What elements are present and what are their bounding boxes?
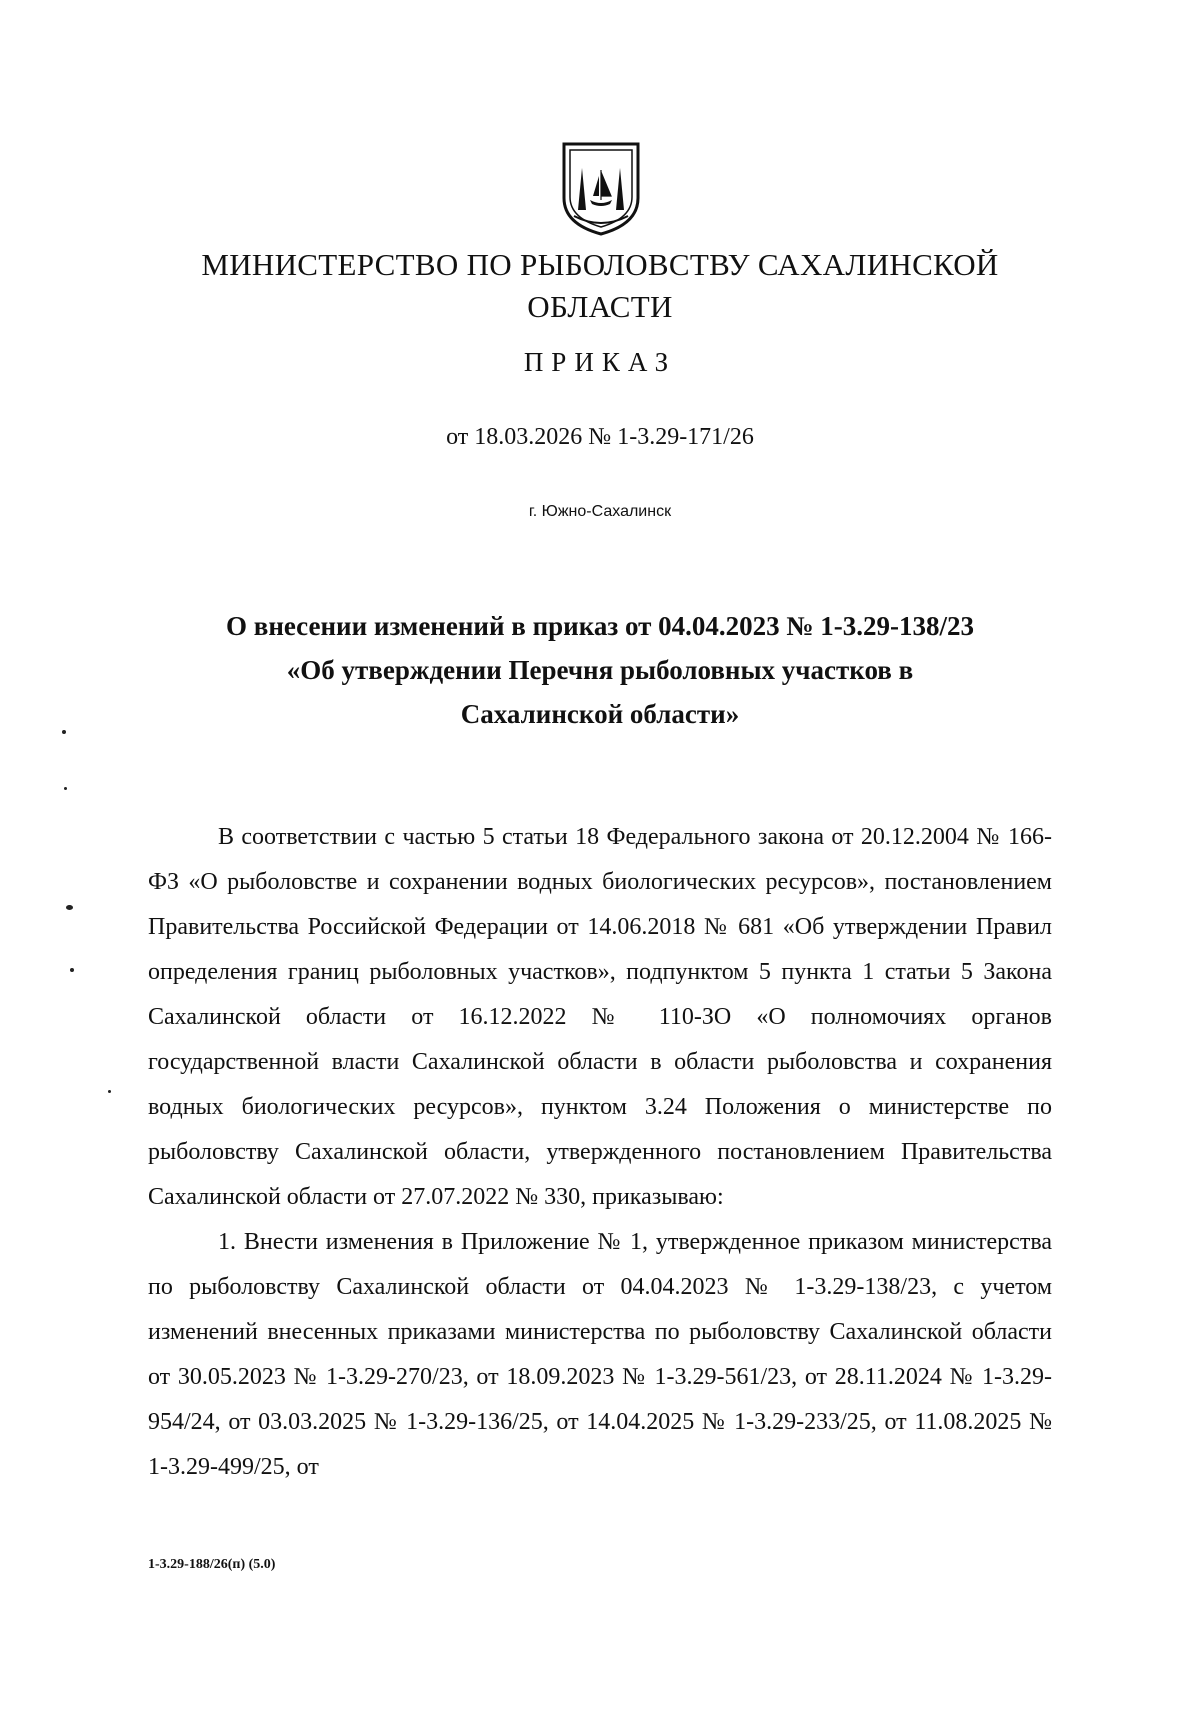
city-name: г. Южно-Сахалинск <box>528 503 672 520</box>
title-line3: Сахалинской области» <box>460 699 740 729</box>
scan-speck <box>108 1090 111 1093</box>
order-date-number: от 18.03.2026 № 1-3.29-171/26 <box>446 424 754 450</box>
footer-document-code: 1-3.29-188/26(п) (5.0) <box>148 1557 276 1572</box>
scan-speck <box>70 968 74 972</box>
document-title <box>150 604 1050 736</box>
scan-speck <box>62 730 66 734</box>
body-paragraph-1: В соответствии с частью 5 статьи 18 Федерального закона от 20.12.2004 № 166-ФЗ «О рыболовстве и сохранении водных биологических ресурсов», постановлением Правительства Российской Федерации от 14.06.2018 № 681 «Об утверждении Правил определения границ рыболовных участков», подпунктом 5 пункта 1 статьи 5 Закона Сахалинской области от 16.12.2022 № 110-ЗО «О полномочиях органов государственной власти Сахалинской области в области рыболовства и сохранения водных биологических ресурсов», пунктом 3.24 Положения о министерстве по рыболовству Сахалинской области, утвержденного постановлением Правительства Сахалинской области от 27.07.2022 № 330, приказываю: <box>148 824 1052 1210</box>
ministry-name-line2: ОБЛАСТИ <box>527 289 673 324</box>
ministry-name <box>150 244 1050 328</box>
body-paragraph-2: 1. Внести изменения в Приложение № 1, утвержденное приказом министерства по рыболовству Сахалинской области от 04.04.2023 № 1-3.29-138/23, с учетом изменений внесенных приказами министерства по рыболовству Сахалинской области от 30.05.2023 № 1-3.29-270/23, от 18.09.2023 № 1-3.29-561/23, от 28.11.2024 № 1-3.29-954/24, от 03.03.2025 № 1-3.29-136/25, от 14.04.2025 № 1-3.29-233/25, от 11.08.2025 № 1-3.29-499/25, от <box>148 1229 1052 1480</box>
doc-type-heading: ПРИКАЗ <box>523 347 677 377</box>
coat-of-arms-icon <box>560 140 642 238</box>
scan-speck <box>66 905 73 910</box>
ministry-name-line1: МИНИСТЕРСТВО ПО РЫБОЛОВСТВУ САХАЛИНСКОЙ <box>201 247 999 282</box>
title-line1: О внесении изменений в приказ от 04.04.2023 № 1-3.29-138/23 <box>225 611 974 641</box>
document-body <box>148 815 1052 1490</box>
title-line2: «Об утверждении Перечня рыболовных участков в <box>286 655 914 685</box>
scan-speck <box>64 787 67 790</box>
